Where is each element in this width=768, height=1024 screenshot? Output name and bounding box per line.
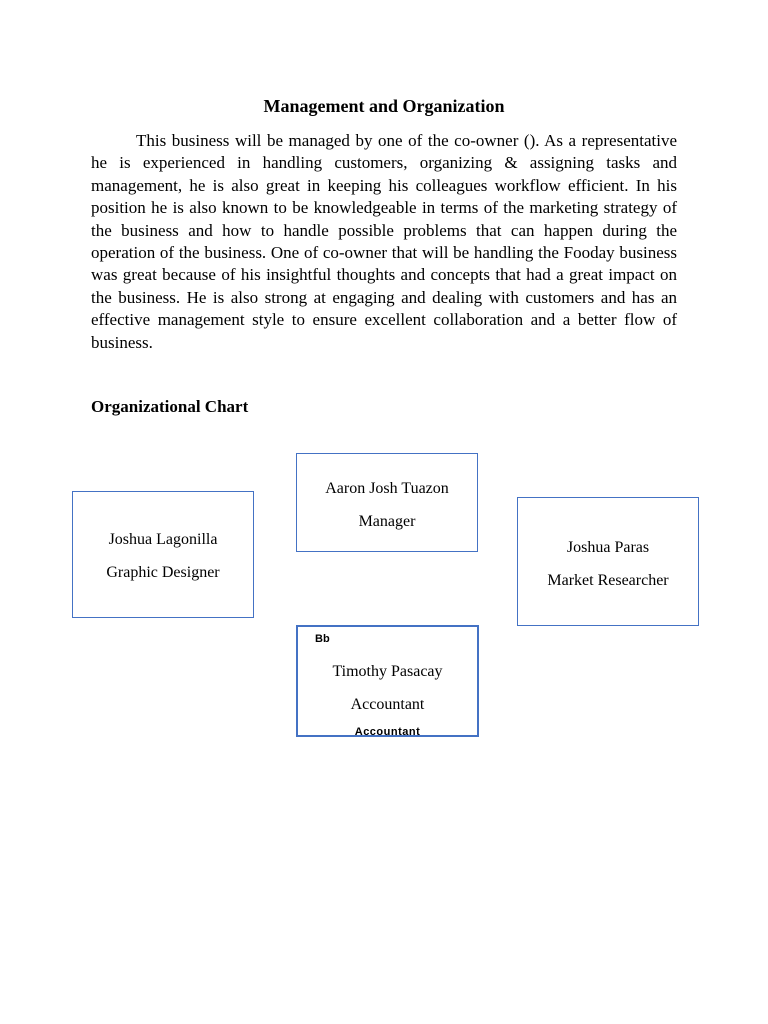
accountant-role: Accountant — [350, 696, 425, 713]
manager-role: Manager — [358, 513, 416, 530]
designer-role: Graphic Designer — [106, 564, 220, 581]
management-paragraph: This business will be managed by one of the co-owner (). As a representative he is experienced in handling customers, organizing & assigning tasks and management, he is also great in keeping his colleagues workflow efficient. In his position he is also known to be knowledgeable in terms of the marketing strategy of the business and how to handle possible problems that can happen during the operation of the business. One of co-owner that will be handling the Fooday business was great because of his insightful thoughts and concepts that had a great impact on the business. He is also strong at engaging and dealing with customers and has an effective management style to ensure excellent collaboration and a better flow of business. — [91, 131, 677, 352]
org-box-market-researcher — [517, 497, 699, 626]
accountant-box-tag: Bb — [315, 633, 330, 645]
manager-name: Aaron Josh Tuazon — [325, 480, 449, 497]
org-box-accountant — [296, 625, 479, 737]
org-chart-heading: Organizational Chart — [91, 397, 249, 416]
accountant-overflow-text: Accountant — [354, 726, 421, 737]
designer-name: Joshua Lagonilla — [108, 531, 218, 548]
researcher-role: Market Researcher — [547, 572, 669, 589]
org-box-manager — [296, 453, 478, 552]
page-title: Management and Organization — [263, 96, 505, 116]
researcher-name: Joshua Paras — [566, 539, 650, 556]
org-box-graphic-designer — [72, 491, 254, 618]
accountant-name: Timothy Pasacay — [332, 663, 443, 680]
